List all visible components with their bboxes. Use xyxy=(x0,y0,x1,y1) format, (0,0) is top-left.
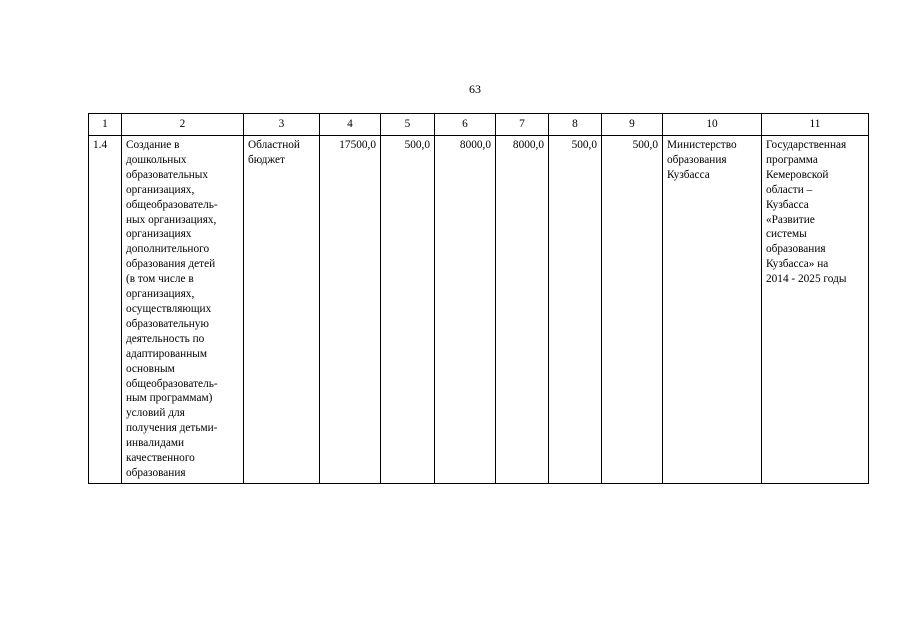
amount-col-9: 500,0 xyxy=(602,136,663,484)
header-cell-5: 5 xyxy=(381,114,435,136)
header-cell-9: 9 xyxy=(602,114,663,136)
page-number: 63 xyxy=(469,82,481,96)
header-cell-7: 7 xyxy=(496,114,549,136)
total-amount: 17500,0 xyxy=(320,136,381,484)
row-number: 1.4 xyxy=(89,136,122,484)
amount-col-6: 8000,0 xyxy=(435,136,496,484)
program-table xyxy=(88,113,869,484)
header-cell-11: 11 xyxy=(762,114,869,136)
amount-col-5: 500,0 xyxy=(381,136,435,484)
table-row xyxy=(89,136,869,484)
header-cell-4: 4 xyxy=(320,114,381,136)
amount-col-7: 8000,0 xyxy=(496,136,549,484)
header-cell-10: 10 xyxy=(663,114,762,136)
header-cell-1: 1 xyxy=(89,114,122,136)
funding-source: Областной бюджет xyxy=(244,136,320,484)
executor: Министерство образования Кузбасса xyxy=(663,136,762,484)
program-name: Государственная программа Кемеровской области – Кузбасса «Развитие системы образования Кузбасса» на 2014 - 2025 годы xyxy=(762,136,869,484)
amount-col-8: 500,0 xyxy=(549,136,602,484)
header-cell-6: 6 xyxy=(435,114,496,136)
header-row xyxy=(89,114,869,136)
header-cell-3: 3 xyxy=(244,114,320,136)
measure-description: Создание в дошкольных образовательных организациях, общеобразователь- ных организациях, организациях дополнительного образования детей (в том числе в организациях, осуществляющих образовательную деятельность по адаптированным основным общеобразователь- ным программам) условий для получения детьми- инвалидами качественного образования xyxy=(122,136,244,484)
header-cell-8: 8 xyxy=(549,114,602,136)
header-cell-2: 2 xyxy=(122,114,244,136)
